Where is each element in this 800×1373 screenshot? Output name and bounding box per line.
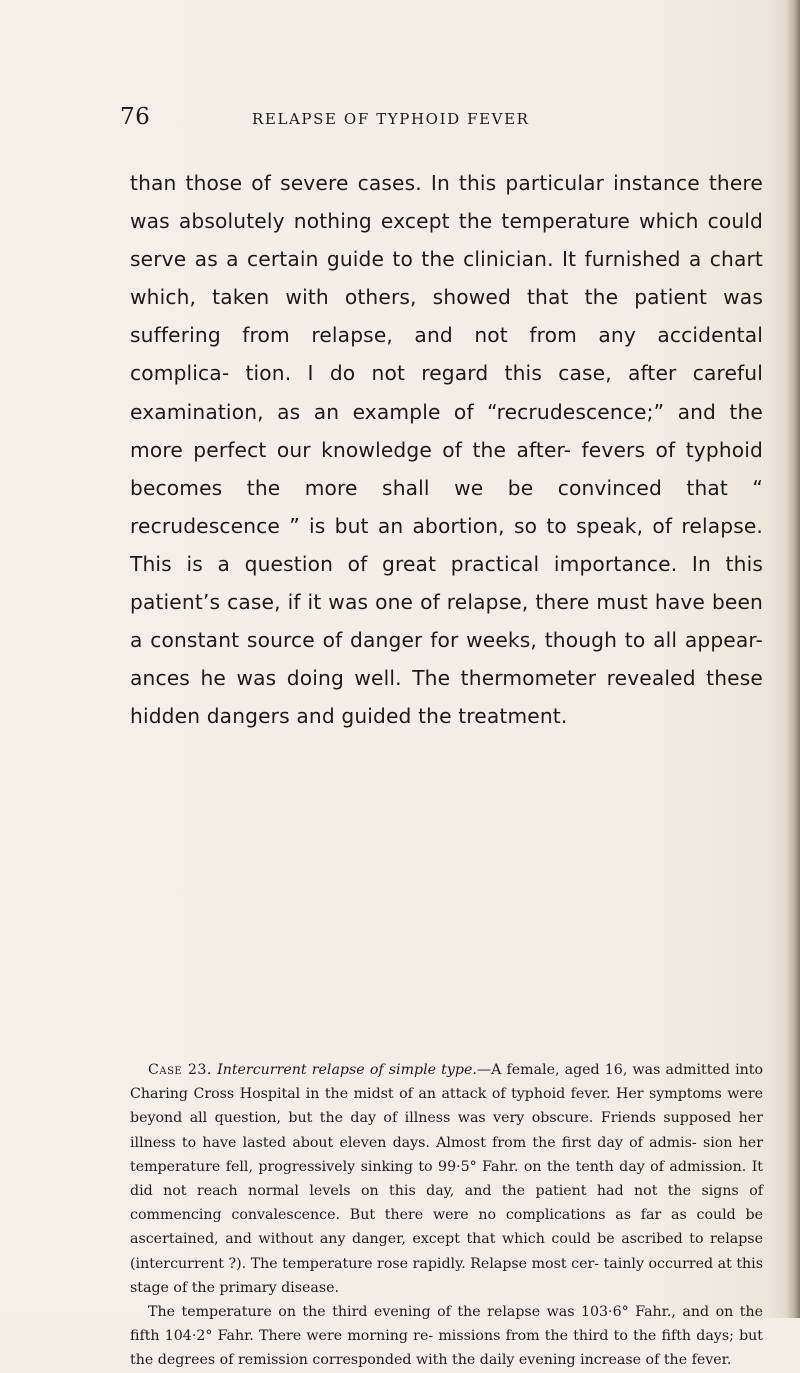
page-number: 76 xyxy=(120,104,151,130)
page-edge-shadow xyxy=(786,0,800,1318)
case-label: Case 23. xyxy=(148,1062,212,1078)
case-paragraph-2: The temperature on the third evening of the relapse was 103·6° Fahr., and on the fifth 104·2° Fahr. There were morning re- missions from the third to the fifth days; but the degrees of remission corresponded with the daily evening increase of the fever. xyxy=(130,1304,763,1369)
case-paragraph-1 xyxy=(130,1058,763,1300)
case-text-1: —A female, aged 16, was admitted into Charing Cross Hospital in the midst of an attack of typhoid fever. Her symptoms were beyond all question, but the day of illness was very obscure. Friends supposed her illness to have lasted about eleven days. Almost from the first day of admis- sion her temperature fell, progressively sinking to 99·5° Fahr. on the tenth day of admission. It did not reach normal levels on this day, and the patient had not the signs of commencing convalescence. But there were no complications as far as could be ascertained, and without any danger, except that which could be ascribed to relapse (intercurrent ?). The temperature rose rapidly. Relapse most cer- tainly occurred at this stage of the primary disease. xyxy=(130,1062,763,1296)
case-report xyxy=(130,1058,763,1373)
case-title: Intercurrent relapse of simple type. xyxy=(217,1062,477,1078)
body-paragraph: than those of severe cases. In this particular instance there was absolutely nothing except the temperature which could serve as a certain guide to the clinician. It furnished a chart which, taken with others, showed that the patient was suffering from relapse, and not from any accidental complica- tion. I do not regard this case, after careful examination, as an example of “recrudescence;” and the more perfect our knowledge of the after- fevers of typhoid becomes the more shall we be convinced that “ recrudescence ” is but an abortion, so to speak, of relapse. This is a question of great practical importance. In this patient’s case, if it was one of relapse, there must have been a constant source of danger for weeks, though to all appear- ances he was doing well. The thermometer revealed these hidden dangers and guided the treatment. xyxy=(130,171,763,729)
running-head: RELAPSE OF TYPHOID FEVER xyxy=(252,110,530,128)
page-header xyxy=(120,104,760,134)
